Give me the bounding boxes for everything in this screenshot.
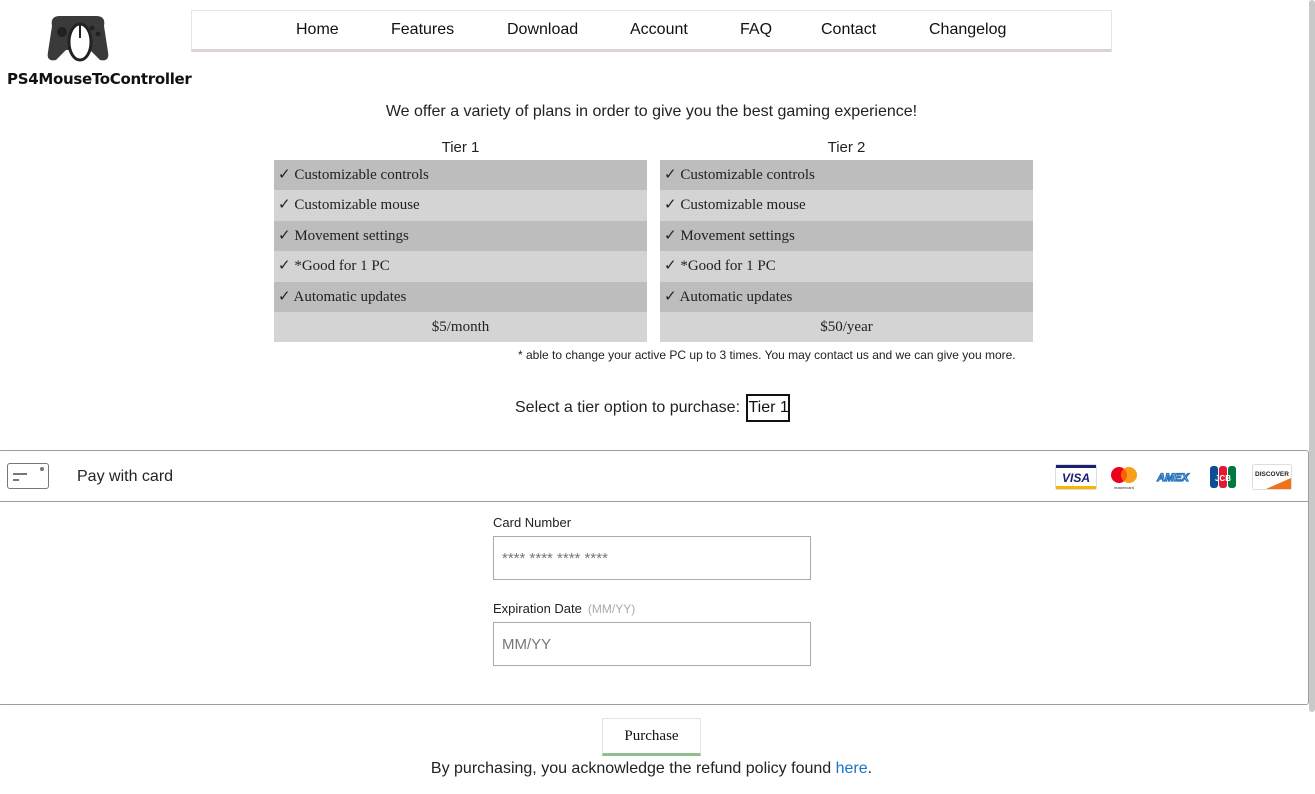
nav-download[interactable]: Download — [507, 21, 579, 38]
logo-text: PS4MouseToController — [7, 70, 192, 88]
expiration-label: Expiration Date — [493, 601, 582, 616]
tier-feature: ✓ Movement settings — [274, 221, 647, 251]
discover-icon — [1252, 464, 1292, 490]
tier-feature: ✓ Customizable controls — [660, 160, 1033, 190]
jcb-icon — [1209, 464, 1237, 490]
tier-2-title: Tier 2 — [827, 139, 866, 156]
tier-feature: ✓ Customizable mouse — [660, 190, 1033, 220]
mastercard-icon — [1109, 464, 1139, 490]
card-header — [0, 451, 1308, 502]
nav-faq[interactable]: FAQ — [740, 21, 773, 38]
svg-text:AMEX: AMEX — [1157, 472, 1189, 484]
refund-suffix: . — [867, 760, 873, 777]
gamepad-mouse-icon — [46, 8, 114, 68]
card-number-input[interactable] — [493, 536, 811, 580]
tier-select-label: Select a tier option to purchase: — [515, 399, 741, 417]
refund-notice — [0, 760, 1303, 778]
tier-feature: ✓ Customizable controls — [274, 160, 647, 190]
tier-select[interactable]: Tier 1 — [746, 394, 790, 422]
svg-text:mastercard: mastercard — [1113, 485, 1135, 490]
purchase-button[interactable]: Purchase — [602, 718, 701, 756]
expiration-input[interactable] — [493, 622, 811, 666]
nav-features[interactable]: Features — [391, 21, 455, 38]
tier-2-price: $50/year — [660, 312, 1033, 342]
credit-card-icon — [7, 463, 49, 489]
site-logo[interactable] — [6, 8, 192, 92]
footnote: * able to change your active PC up to 3 times. You may contact us and we can give you more. — [518, 348, 1016, 362]
tier-2-table — [660, 160, 1033, 342]
nav-home[interactable]: Home — [296, 21, 339, 38]
tier-feature: ✓ Automatic updates — [274, 282, 647, 312]
tier-1-price: $5/month — [274, 312, 647, 342]
nav-contact[interactable]: Contact — [821, 21, 877, 38]
nav-account[interactable]: Account — [630, 21, 688, 38]
expiration-hint: (MM/YY) — [587, 602, 636, 616]
intro-text: We offer a variety of plans in order to give you the best gaming experience! — [385, 103, 918, 120]
svg-text:DISCOVER: DISCOVER — [1255, 471, 1289, 478]
tier-1-table — [274, 160, 647, 342]
amex-icon — [1154, 464, 1192, 490]
nav-changelog[interactable]: Changelog — [929, 21, 1007, 38]
expiration-label-row — [493, 601, 635, 616]
svg-text:VISA: VISA — [1061, 471, 1091, 485]
tier-feature: ✓ *Good for 1 PC — [660, 251, 1033, 281]
visa-icon — [1055, 464, 1097, 490]
tier-feature: ✓ Movement settings — [660, 221, 1033, 251]
page-scrollbar[interactable] — [1309, 0, 1315, 712]
refund-text: By purchasing, you acknowledge the refund policy found — [430, 760, 836, 777]
card-number-label: Card Number — [493, 515, 572, 530]
tier-feature: ✓ *Good for 1 PC — [274, 251, 647, 281]
refund-policy-link[interactable]: here — [835, 760, 868, 777]
tier-feature: ✓ Customizable mouse — [274, 190, 647, 220]
svg-text:JCB: JCB — [1214, 474, 1232, 483]
tier-1-title: Tier 1 — [441, 139, 480, 156]
tier-feature: ✓ Automatic updates — [660, 282, 1033, 312]
main-nav — [191, 10, 1112, 52]
tier-select-row — [515, 394, 790, 422]
pay-with-card-label: Pay with card — [77, 468, 174, 485]
